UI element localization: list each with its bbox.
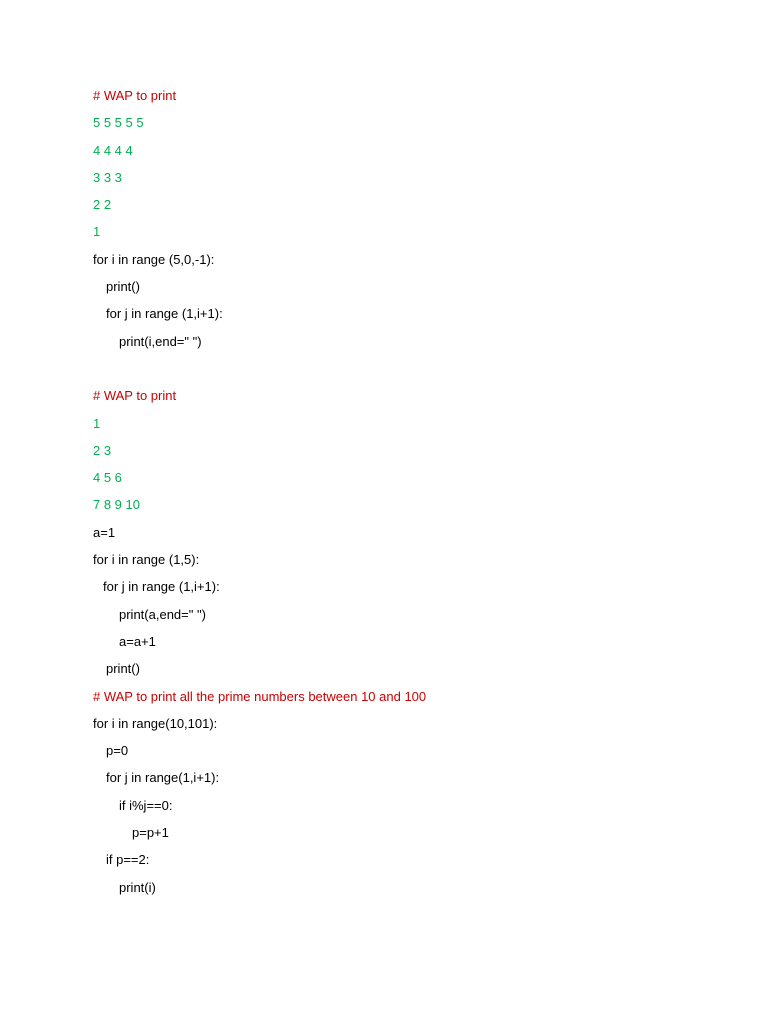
output-line: 3 3 3 [93,169,122,185]
code-line: for i in range(10,101): [93,715,218,731]
output-line: 5 5 5 5 5 [93,115,144,131]
code-line: print(a,end=" ") [119,606,206,622]
code-line: for j in range (1,i+1): [106,306,223,322]
code-line: for i in range (1,5): [93,552,200,568]
code-line: if p==2: [106,852,150,868]
code-line: a=1 [93,524,116,540]
code-line: a=a+1 [119,633,156,649]
code-line: p=p+1 [132,825,169,841]
output-line: 2 3 [93,442,112,458]
code-line: print() [106,279,140,295]
output-line: 2 2 [93,197,112,213]
output-line: 1 [93,415,101,431]
blank-line [93,359,713,386]
output-line: 7 8 9 10 [93,497,140,513]
comment-line: # WAP to print [93,88,177,103]
output-line: 4 5 6 [93,470,122,486]
comment-line: # WAP to print [93,388,177,404]
document-body [93,86,713,905]
output-line: 1 [93,224,101,240]
code-line: for i in range (5,0,-1): [93,251,215,267]
code-line: if i%j==0: [119,797,173,813]
code-line: print(i) [119,879,156,895]
code-line: for j in range (1,i+1): [103,579,220,595]
code-line: for j in range(1,i+1): [106,770,220,786]
code-line: print() [106,661,140,677]
comment-line: # WAP to print all the prime numbers between 10 and 100 [93,688,427,704]
code-line: print(i,end=" ") [119,333,202,349]
code-line: p=0 [106,743,129,759]
output-line: 4 4 4 4 [93,142,133,158]
